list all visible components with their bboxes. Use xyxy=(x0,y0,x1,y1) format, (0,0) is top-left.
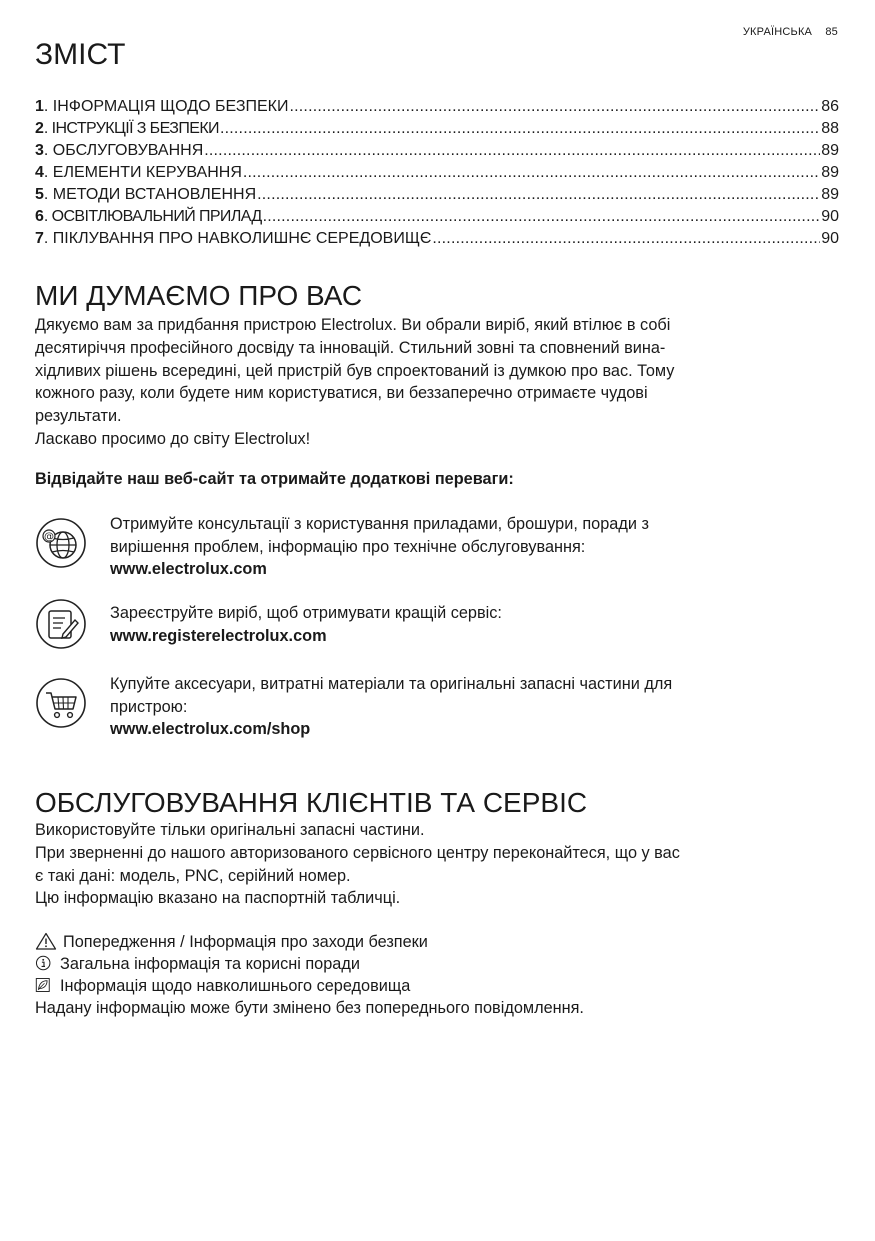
welcome-line: хідливих рішень всередині, цей пристрій був спроектований із думкою про вас. Тому xyxy=(35,361,675,380)
svg-text:@: @ xyxy=(44,531,54,543)
table-of-contents xyxy=(35,96,839,250)
welcome-line: десятиріччя професійного досвіду та інновацій. Стильний зовні та сповнений вина- xyxy=(35,338,666,357)
toc-item-label: . ОСВІТЛЮВАЛЬНИЙ ПРИЛАД xyxy=(43,208,262,225)
environment-leaf-icon xyxy=(35,976,54,994)
page-number: 85 xyxy=(825,26,838,38)
service-line: є такі дані: модель, PNC, серійний номер. xyxy=(35,866,351,885)
toc-item-page: 89 xyxy=(821,164,839,181)
toc-title: ЗМІСТ xyxy=(35,38,126,71)
legend-text: Загальна інформація та корисні поради xyxy=(60,955,360,973)
benefits-heading: Відвідайте наш веб-сайт та отримайте додаткові переваги: xyxy=(35,470,514,488)
info-icon xyxy=(35,954,54,972)
toc-item-7[interactable] xyxy=(35,228,839,250)
service-line: При зверненні до нашого авторизованого сервісного центру переконайтеся, що у вас xyxy=(35,843,680,862)
toc-leader-dots xyxy=(263,206,821,228)
welcome-title: МИ ДУМАЄМО ПРО ВАС xyxy=(35,280,363,311)
welcome-line: кожного разу, коли будете ним користуватися, ви беззаперечно отримаєте чудові xyxy=(35,384,648,403)
toc-item-2[interactable] xyxy=(35,118,839,140)
register-link[interactable]: www.registerelectrolux.com xyxy=(110,626,327,645)
toc-item-label: . ОБСЛУГОВУВАННЯ xyxy=(43,142,204,159)
welcome-line: Ласкаво просимо до світу Electrolux! xyxy=(35,429,311,448)
shopping-cart-icon xyxy=(35,677,87,729)
benefit-text: Зареєструйте виріб, щоб отримувати кращій сервіс: xyxy=(110,604,502,622)
toc-item-page: 90 xyxy=(821,230,839,247)
toc-item-4[interactable] xyxy=(35,162,839,184)
benefit-text: пристрою: xyxy=(110,697,188,716)
page-header xyxy=(743,26,838,38)
welcome-line: Дякуємо вам за придбання пристрою Electrolux. Ви обрали виріб, який втілює в собі xyxy=(35,316,671,334)
toc-item-number: 4 xyxy=(35,164,44,181)
toc-item-number: 3 xyxy=(35,142,44,159)
footer-note: Надану інформацію може бути змінено без попереднього повідомлення. xyxy=(35,999,584,1017)
toc-item-label: . ЕЛЕМЕНТИ КЕРУВАННЯ xyxy=(43,164,242,181)
toc-leader-dots xyxy=(257,184,820,206)
toc-leader-dots xyxy=(220,118,820,140)
toc-item-page: 89 xyxy=(821,186,839,203)
benefit-text: Купуйте аксесуари, витратні матеріали та оригінальні запасні частини для xyxy=(110,675,673,693)
toc-item-5[interactable] xyxy=(35,184,839,206)
toc-item-page: 86 xyxy=(821,98,839,115)
website-link[interactable]: www.electrolux.com xyxy=(110,560,267,578)
benefit-text: вирішення проблем, інформацію про технічне обслуговування: xyxy=(110,537,586,556)
toc-item-1[interactable] xyxy=(35,96,839,118)
legend-text: Попередження / Інформація про заходи безпеки xyxy=(63,933,428,951)
toc-leader-dots xyxy=(204,140,820,162)
toc-item-number: 7 xyxy=(35,230,44,247)
benefit-text: Отримуйте консультації з користування приладами, брошури, поради з xyxy=(110,515,649,533)
toc-item-page: 88 xyxy=(821,120,839,137)
toc-leader-dots xyxy=(243,162,820,184)
globe-icon xyxy=(35,517,87,569)
service-line: Використовуйте тільки оригінальні запасні частини. xyxy=(35,821,425,839)
toc-item-label: . ІНФОРМАЦІЯ ЩОДО БЕЗПЕКИ xyxy=(43,98,289,115)
service-paragraph xyxy=(35,819,805,910)
welcome-line: результати. xyxy=(35,407,122,426)
toc-leader-dots xyxy=(289,96,820,118)
toc-item-label: . ПІКЛУВАННЯ ПРО НАВКОЛИШНЄ СЕРЕДОВИЩЄ xyxy=(43,230,432,247)
service-title: ОБСЛУГОВУВАННЯ КЛІЄНТІВ ТА СЕРВІС xyxy=(35,787,588,818)
toc-item-label: . ІНСТРУКЦІЇ З БЕЗПЕКИ xyxy=(43,120,219,137)
legend-warning xyxy=(35,931,428,953)
toc-item-page: 90 xyxy=(821,208,839,225)
legend-text: Інформація щодо навколишнього середовища xyxy=(60,977,411,995)
legend-info xyxy=(35,953,360,975)
legend-environment xyxy=(35,975,410,997)
toc-item-number: 2 xyxy=(35,120,44,137)
toc-item-page: 89 xyxy=(821,142,839,159)
warning-triangle-icon xyxy=(35,932,57,950)
service-line: Цю інформацію вказано на паспортній табличці. xyxy=(35,889,401,908)
toc-item-number: 6 xyxy=(35,208,44,225)
toc-item-number: 5 xyxy=(35,186,44,203)
toc-item-3[interactable] xyxy=(35,140,839,162)
register-document-icon xyxy=(35,598,87,650)
language-label: УКРАЇНСЬКА xyxy=(742,26,813,38)
toc-item-6[interactable] xyxy=(35,206,839,228)
toc-item-number: 1 xyxy=(35,98,44,115)
shop-link[interactable]: www.electrolux.com/shop xyxy=(110,720,311,738)
toc-item-label: . МЕТОДИ ВСТАНОВЛЕННЯ xyxy=(43,186,257,203)
welcome-paragraph xyxy=(35,314,805,451)
toc-leader-dots xyxy=(432,228,820,250)
